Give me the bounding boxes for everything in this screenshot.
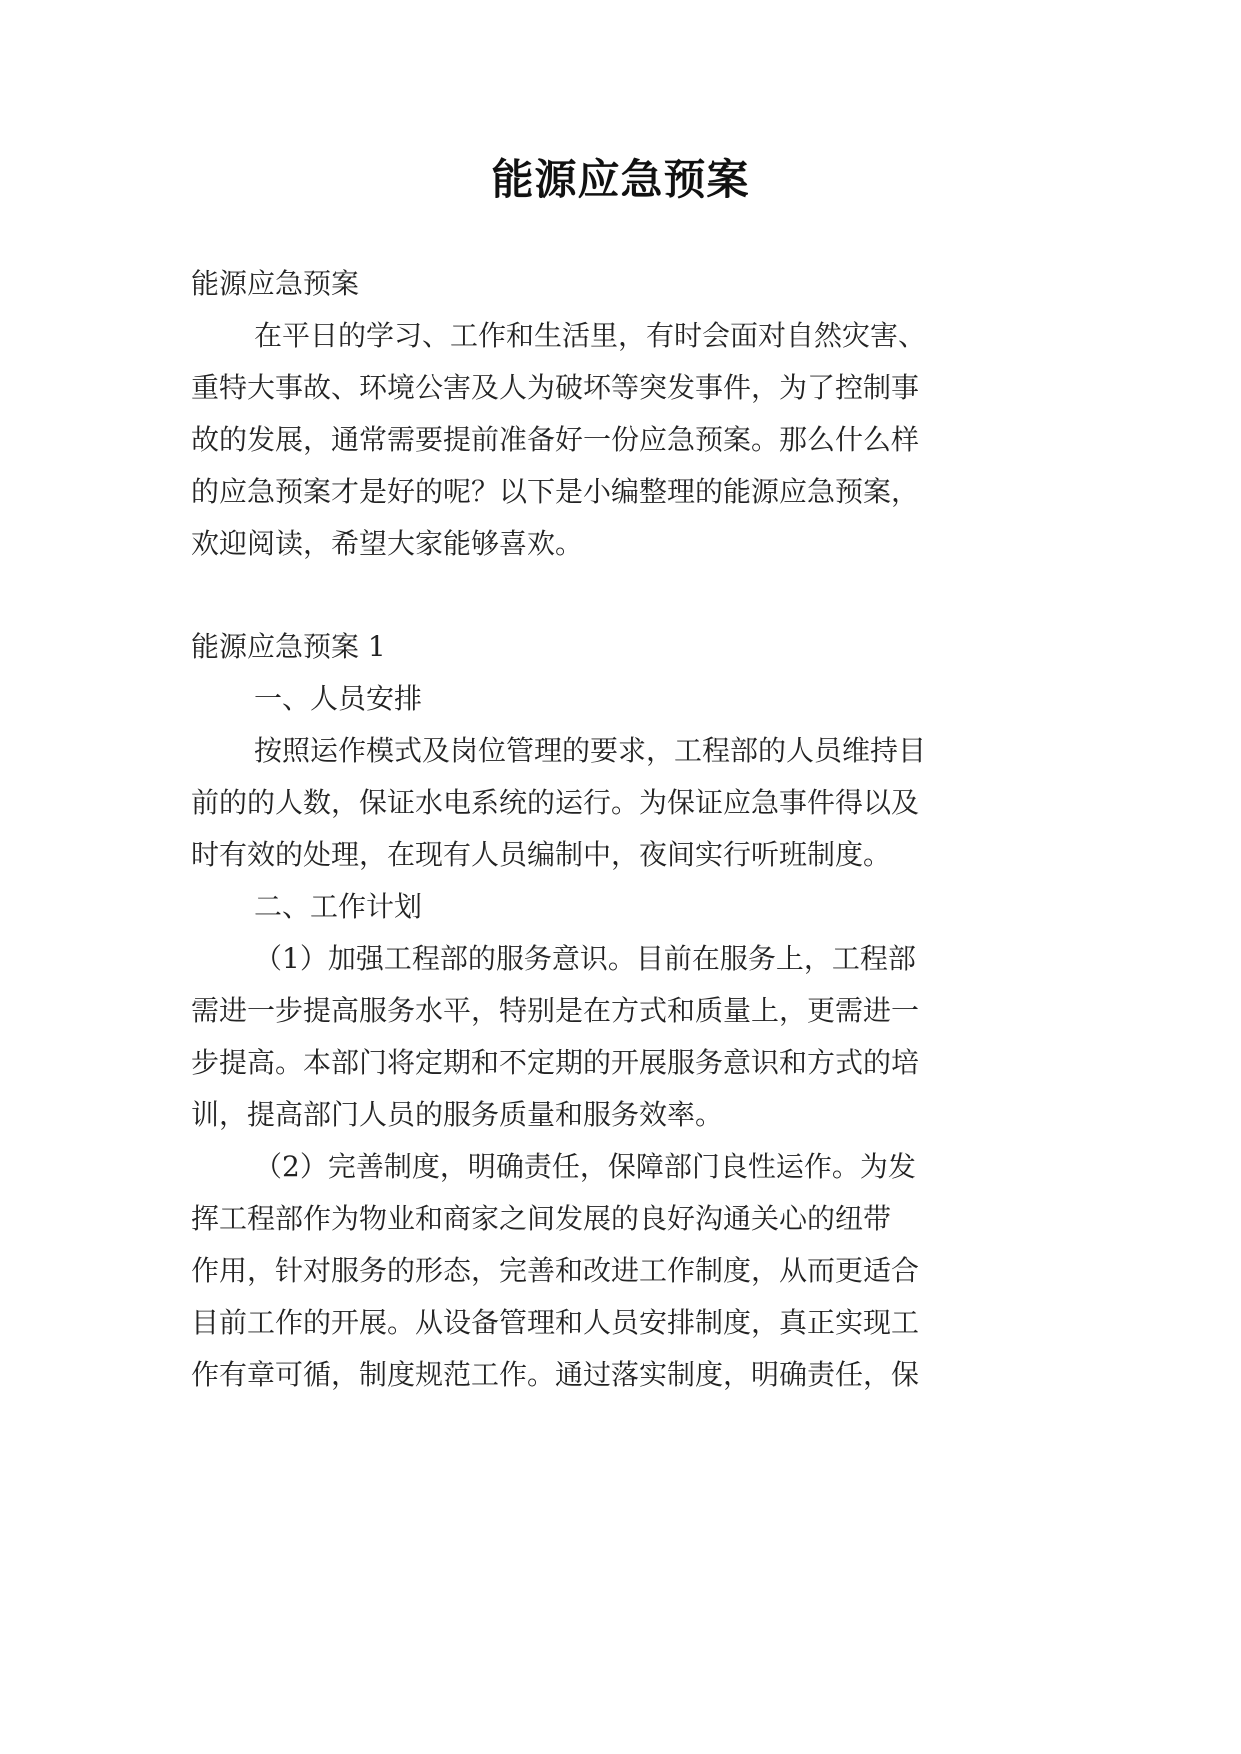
body-line: 挥工程部作为物业和商家之间发展的良好沟通关心的纽带 (191, 1202, 892, 1235)
subheading-personnel: 一、人员安排 (254, 682, 423, 715)
intro-line: 在平日的学习、工作和生活里，有时会面对自然灾害、 (254, 319, 927, 352)
intro-line: 的应急预案才是好的呢？以下是小编整理的能源应急预案， (191, 475, 920, 508)
body-line: 按照运作模式及岗位管理的要求，工程部的人员维持目 (254, 734, 927, 767)
body-line: 目前工作的开展。从设备管理和人员安排制度，真正实现工 (191, 1306, 920, 1339)
body-line: 时有效的处理，在现有人员编制中，夜间实行听班制度。 (191, 838, 892, 871)
intro-line: 欢迎阅读，希望大家能够喜欢。 (191, 527, 584, 560)
body-line: （1）加强工程部的服务意识。目前在服务上，工程部 (254, 942, 916, 975)
subtitle-line: 能源应急预案 (191, 267, 360, 300)
document-title: 能源应急预案 (491, 155, 750, 204)
intro-line: 重特大事故、环境公害及人为破坏等突发事件，为了控制事 (191, 371, 920, 404)
body-line: 前的的人数，保证水电系统的运行。为保证应急事件得以及 (191, 786, 920, 819)
subheading-work-plan: 二、工作计划 (254, 890, 423, 923)
body-line: 作有章可循，制度规范工作。通过落实制度，明确责任，保 (191, 1358, 920, 1391)
body-line: 作用，针对服务的形态，完善和改进工作制度，从而更适合 (191, 1254, 920, 1287)
section-heading: 能源应急预案 1 (191, 630, 386, 663)
body-line: （2）完善制度，明确责任，保障部门良性运作。为发 (254, 1150, 916, 1183)
body-line: 需进一步提高服务水平，特别是在方式和质量上，更需进一 (191, 994, 920, 1027)
body-line: 训，提高部门人员的服务质量和服务效率。 (191, 1098, 724, 1131)
intro-line: 故的发展，通常需要提前准备好一份应急预案。那么什么样 (191, 423, 920, 456)
body-line: 步提高。本部门将定期和不定期的开展服务意识和方式的培 (191, 1046, 920, 1079)
